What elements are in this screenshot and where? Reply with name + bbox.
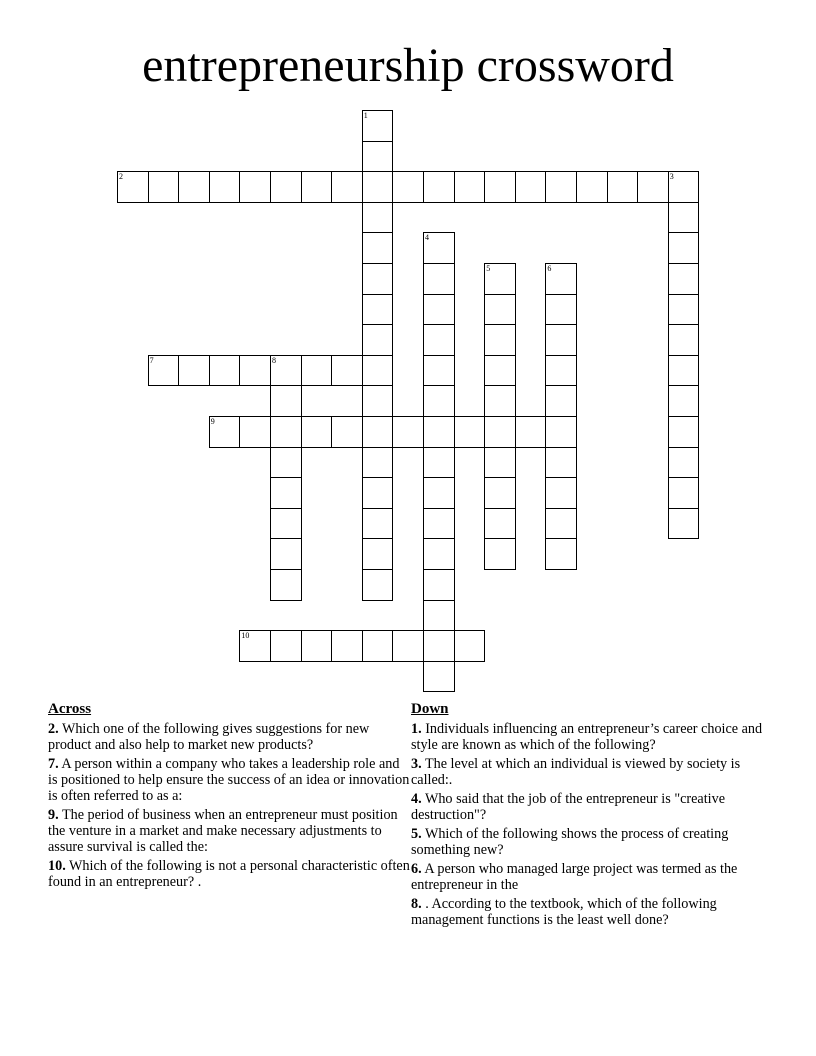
clue-number: 10.: [48, 858, 66, 874]
crossword-cell[interactable]: [484, 385, 516, 417]
crossword-cell[interactable]: [331, 171, 363, 203]
crossword-cell[interactable]: [423, 477, 455, 509]
crossword-cell[interactable]: [301, 171, 333, 203]
crossword-cell[interactable]: [484, 324, 516, 356]
across-clue: [48, 807, 410, 855]
crossword-cell[interactable]: [545, 508, 577, 540]
crossword-cell[interactable]: [423, 661, 455, 693]
crossword-cell[interactable]: [362, 202, 394, 234]
crossword-cell[interactable]: [668, 324, 700, 356]
crossword-cell[interactable]: [423, 630, 455, 662]
crossword-cell[interactable]: [362, 171, 394, 203]
crossword-cell[interactable]: [423, 569, 455, 601]
crossword-cell[interactable]: [239, 355, 271, 387]
crossword-cell[interactable]: [362, 385, 394, 417]
crossword-cell[interactable]: [423, 600, 455, 632]
crossword-cell[interactable]: [423, 416, 455, 448]
crossword-cell[interactable]: [148, 355, 180, 387]
crossword-cell[interactable]: [270, 385, 302, 417]
crossword-cell[interactable]: [545, 324, 577, 356]
clue-text: . According to the textbook, which of the following management functions is the least well done?: [411, 896, 717, 928]
crossword-cell[interactable]: [668, 171, 700, 203]
crossword-cell[interactable]: [178, 355, 210, 387]
crossword-cell[interactable]: [545, 477, 577, 509]
crossword-cell[interactable]: [239, 171, 271, 203]
crossword-cell[interactable]: [148, 171, 180, 203]
crossword-cell[interactable]: [668, 508, 700, 540]
clue-number: 4.: [411, 791, 422, 807]
crossword-cell[interactable]: [270, 630, 302, 662]
crossword-cell[interactable]: [392, 171, 424, 203]
crossword-cell[interactable]: [515, 416, 547, 448]
crossword-cell[interactable]: [607, 171, 639, 203]
crossword-cell[interactable]: [362, 630, 394, 662]
crossword-cell[interactable]: [484, 294, 516, 326]
crossword-cell[interactable]: [362, 324, 394, 356]
crossword-cell[interactable]: [301, 355, 333, 387]
across-clue: [48, 721, 410, 753]
across-clue: [48, 756, 410, 804]
down-clue: [411, 861, 781, 893]
crossword-cell[interactable]: [668, 355, 700, 387]
clue-number: 9.: [48, 807, 59, 823]
clue-number: 2.: [48, 721, 59, 737]
crossword-cell[interactable]: [362, 294, 394, 326]
page-title: entrepreneurship crossword: [142, 39, 674, 92]
crossword-cell[interactable]: [668, 416, 700, 448]
clue-number-label: 7: [149, 355, 154, 365]
clue-text: Who said that the job of the entrepreneur is "creative destruction"?: [411, 791, 726, 823]
clue-number-label: 4: [425, 233, 429, 243]
crossword-cell[interactable]: [423, 263, 455, 295]
down-clue: [411, 791, 781, 823]
crossword-cell[interactable]: [454, 171, 486, 203]
crossword-cell[interactable]: [270, 477, 302, 509]
crossword-cell[interactable]: [270, 416, 302, 448]
clue-number-label: 8: [272, 355, 276, 365]
clue-number: 1.: [411, 721, 422, 737]
crossword-cell[interactable]: [668, 232, 700, 264]
crossword-cell[interactable]: [484, 508, 516, 540]
across-clue: [48, 858, 410, 890]
crossword-cell[interactable]: [270, 355, 302, 387]
crossword-cell[interactable]: [545, 171, 577, 203]
clue-number: 7.: [48, 756, 59, 772]
crossword-cell[interactable]: [484, 355, 516, 387]
clue-number-label: 10: [241, 631, 250, 641]
crossword-cell[interactable]: [423, 355, 455, 387]
clue-number-label: 6: [547, 264, 552, 273]
crossword-cell[interactable]: [270, 569, 302, 601]
clue-number-label: 9: [210, 417, 215, 426]
crossword-cell[interactable]: [362, 232, 394, 264]
crossword-cell[interactable]: [423, 232, 455, 264]
crossword-cell[interactable]: [362, 355, 394, 387]
crossword-cell[interactable]: [362, 110, 394, 142]
crossword-cell[interactable]: [423, 447, 455, 479]
crossword-cell[interactable]: [454, 416, 486, 448]
crossword-cell[interactable]: [209, 416, 241, 448]
crossword-cell[interactable]: [392, 630, 424, 662]
crossword-cell[interactable]: [423, 538, 455, 570]
across-heading: Across: [48, 701, 92, 717]
clue-number-label: 2: [119, 172, 123, 182]
clue-number: 6.: [411, 861, 422, 877]
clue-number: 5.: [411, 826, 422, 842]
crossword-cell[interactable]: [637, 171, 669, 203]
crossword-cell[interactable]: [392, 416, 424, 448]
clue-text: A person within a company who takes a leadership role and is positioned to help ensure the success of an idea or innovation is often referred to as a:: [48, 756, 410, 804]
crossword-cell[interactable]: [545, 355, 577, 387]
crossword-cell[interactable]: [423, 324, 455, 356]
crossword-cell[interactable]: [362, 538, 394, 570]
clue-number: 8.: [411, 896, 422, 912]
clue-number-label: 1: [363, 111, 368, 120]
clue-text: Which of the following is not a personal characteristic often found in an entrepreneur? .: [48, 858, 410, 890]
crossword-cell[interactable]: [331, 416, 363, 448]
crossword-cell[interactable]: [423, 508, 455, 540]
down-clue: [411, 896, 781, 928]
down-clue: [411, 756, 781, 788]
crossword-cell[interactable]: [362, 477, 394, 509]
crossword-cell[interactable]: [576, 171, 608, 203]
clue-text: Which of the following shows the process of creating something new?: [411, 826, 729, 858]
crossword-cell[interactable]: [331, 355, 363, 387]
crossword-cell[interactable]: [362, 569, 394, 601]
crossword-cell[interactable]: [423, 385, 455, 417]
crossword-cell[interactable]: [270, 508, 302, 540]
crossword-cell[interactable]: [668, 263, 700, 295]
crossword-cell[interactable]: [117, 171, 149, 203]
down-clue: [411, 826, 781, 858]
crossword-cell[interactable]: [178, 171, 210, 203]
crossword-cell[interactable]: [545, 447, 577, 479]
crossword-cell[interactable]: [239, 630, 271, 662]
crossword-cell[interactable]: [209, 171, 241, 203]
crossword-cell[interactable]: [270, 538, 302, 570]
clue-text: A person who managed large project was termed as the entrepreneur in the: [411, 861, 738, 893]
crossword-cell[interactable]: [668, 447, 700, 479]
crossword-cell[interactable]: [484, 538, 516, 570]
across-clues: [48, 701, 410, 893]
crossword-cell[interactable]: [484, 263, 516, 295]
clue-text: The level at which an individual is viewed by society is called:.: [411, 756, 741, 788]
crossword-cell[interactable]: [362, 416, 394, 448]
crossword-cell[interactable]: [362, 447, 394, 479]
clue-number-label: 3: [669, 172, 674, 182]
down-clue: [411, 721, 781, 753]
clue-number-label: 5: [486, 264, 491, 273]
clue-number: 3.: [411, 756, 422, 772]
crossword-cell[interactable]: [545, 294, 577, 326]
crossword-cell[interactable]: [668, 294, 700, 326]
crossword-cell[interactable]: [484, 171, 516, 203]
crossword-cell[interactable]: [668, 477, 700, 509]
clue-text: Individuals influencing an entrepreneur’s career choice and style are known as which of the following?: [411, 721, 763, 753]
crossword-cell[interactable]: [362, 508, 394, 540]
crossword-cell[interactable]: [423, 171, 455, 203]
down-heading: Down: [411, 701, 449, 717]
crossword-cell[interactable]: [301, 630, 333, 662]
crossword-cell[interactable]: [301, 416, 333, 448]
crossword-cell[interactable]: [362, 263, 394, 295]
crossword-cell[interactable]: [545, 538, 577, 570]
crossword-cell[interactable]: [362, 141, 394, 173]
crossword-cell[interactable]: [209, 355, 241, 387]
crossword-cell[interactable]: [545, 416, 577, 448]
crossword-cell[interactable]: [484, 447, 516, 479]
clue-text: The period of business when an entrepreneur must position the venture in a market and make necessary adjustments to assure survival is called the:: [48, 807, 398, 855]
crossword-cell[interactable]: [515, 171, 547, 203]
crossword-cell[interactable]: [270, 447, 302, 479]
crossword-cell[interactable]: [484, 416, 516, 448]
crossword-cell[interactable]: [239, 416, 271, 448]
crossword-cell[interactable]: [270, 171, 302, 203]
crossword-cell[interactable]: [423, 294, 455, 326]
crossword-cell[interactable]: [484, 477, 516, 509]
down-clues: [411, 701, 781, 931]
crossword-cell[interactable]: [545, 263, 577, 295]
crossword-cell[interactable]: [331, 630, 363, 662]
crossword-cell[interactable]: [454, 630, 486, 662]
crossword-cell[interactable]: [545, 385, 577, 417]
crossword-cell[interactable]: [668, 202, 700, 234]
clue-text: Which one of the following gives suggestions for new product and also help to market new products?: [48, 721, 370, 753]
crossword-cell[interactable]: [668, 385, 700, 417]
